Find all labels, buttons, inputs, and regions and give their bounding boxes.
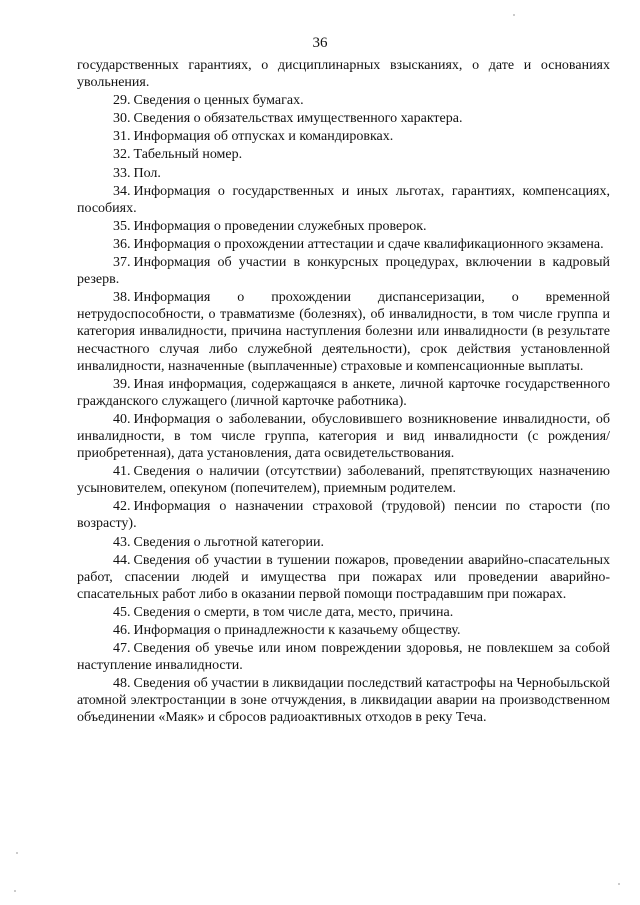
item-number: 33. xyxy=(113,165,131,181)
item-number: 44. xyxy=(113,552,131,568)
list-item xyxy=(77,675,610,726)
item-text: Информация о государственных и иных льготах, гарантиях, компенсациях, пособиях. xyxy=(77,183,610,216)
list-item xyxy=(77,376,610,410)
item-text: Иная информация, содержащаяся в анкете, личной карточке государственного гражданского служащего (личной карточке работника). xyxy=(77,376,610,409)
list-item xyxy=(77,254,610,288)
item-text: Информация об участии в конкурсных процедурах, включении в кадровый резерв. xyxy=(77,255,610,288)
item-text: Сведения об увечье или ином повреждении здоровья, не повлекшем за собой наступление инвалидности. xyxy=(77,641,610,674)
item-text: Сведения об участии в тушении пожаров, проведении аварийно-спасательных работ, спасении людей и имущества при пожарах или проведении аварийно-спасательных работ либо в оказании первой помощи пострадавшим при пожарах. xyxy=(77,552,610,602)
item-text: Сведения о наличии (отсутствии) заболеваний, препятствующих назначению усыновителем, опекуном (попечителем), приемным родителем. xyxy=(77,464,610,497)
list-item xyxy=(77,534,610,551)
item-number: 31. xyxy=(113,129,131,145)
item-number: 30. xyxy=(113,111,131,127)
list-item xyxy=(77,463,610,497)
item-number: 48. xyxy=(113,676,131,692)
item-number: 34. xyxy=(113,183,131,199)
item-text: Пол. xyxy=(133,165,161,181)
list-item xyxy=(77,640,610,674)
scan-speck xyxy=(618,883,620,885)
list-item xyxy=(77,236,610,253)
item-number: 38. xyxy=(113,290,131,306)
list-item xyxy=(77,110,610,127)
scan-speck xyxy=(16,852,18,854)
list-item xyxy=(77,604,610,621)
item-number: 39. xyxy=(113,376,131,392)
item-text: Сведения о ценных бумагах. xyxy=(133,93,304,109)
item-number: 42. xyxy=(113,499,131,515)
page-number: 36 xyxy=(312,35,328,51)
item-text: Информация о назначении страховой (трудовой) пенсии по старости (по возрасту). xyxy=(77,499,610,532)
item-number: 36. xyxy=(113,236,131,252)
item-text: Сведения о льготной категории. xyxy=(133,534,324,550)
scan-speck xyxy=(513,14,515,16)
item-text: Информация о заболевании, обусловившего возникновение инвалидности, об инвалидности, в том числе группа, категория и вид инвалидности (с рождения/приобретенная), дата установления, дата освидетельствования. xyxy=(77,411,610,462)
item-number: 29. xyxy=(113,93,131,109)
list-item xyxy=(77,289,610,374)
item-text: Информация о проведении служебных проверок. xyxy=(133,218,427,234)
item-number: 43. xyxy=(113,534,131,550)
item-number: 41. xyxy=(113,464,131,480)
item-text: Информация о принадлежности к казачьему обществу. xyxy=(133,623,461,638)
list-item xyxy=(77,411,610,462)
scan-speck xyxy=(14,890,16,892)
item-number: 32. xyxy=(113,147,131,163)
list-item xyxy=(77,92,610,109)
continuation-paragraph: государственных гарантиях, о дисциплинарных взысканиях, о дате и основаниях увольнения. xyxy=(77,58,610,91)
item-text: Информация о прохождении диспансеризации, о временной нетрудоспособности, о травматизме (болезнях), об инвалидности, в том числе группа и категория инвалидности, причина наступления болезни или инвалидности (в результате несчастного случая либо служебной деятельности), срок действия установленной инвалидности, назначенные (выплаченные) страховые и компенсационные выплаты. xyxy=(77,290,610,374)
item-text: Сведения об участии в ликвидации последствий катастрофы на Чернобыльской атомной электростанции в зоне отчуждения, в ликвидации аварии на производственном объединении «Маяк» и сбросов радиоактивных отходов в реку Теча. xyxy=(77,676,610,726)
list-item xyxy=(77,183,610,217)
list-item xyxy=(77,498,610,532)
list-item xyxy=(77,218,610,235)
item-text: Информация о прохождении аттестации и сдаче квалификационного экзамена. xyxy=(133,236,604,252)
list-item xyxy=(77,165,610,182)
document-body xyxy=(77,57,610,728)
item-number: 47. xyxy=(113,641,131,657)
item-text: Информация об отпусках и командировках. xyxy=(133,129,394,145)
item-number: 45. xyxy=(113,604,131,620)
item-number: 37. xyxy=(113,255,131,271)
list-item xyxy=(77,146,610,163)
item-number: 46. xyxy=(113,623,131,638)
item-text: Сведения о смерти, в том числе дата, место, причина. xyxy=(133,604,454,620)
item-text: Табельный номер. xyxy=(133,147,243,163)
item-number: 40. xyxy=(113,411,131,427)
item-number: 35. xyxy=(113,218,131,234)
list-item xyxy=(77,622,610,639)
list-item xyxy=(77,128,610,145)
list-item xyxy=(77,552,610,603)
item-text: Сведения о обязательствах имущественного характера. xyxy=(133,111,463,127)
